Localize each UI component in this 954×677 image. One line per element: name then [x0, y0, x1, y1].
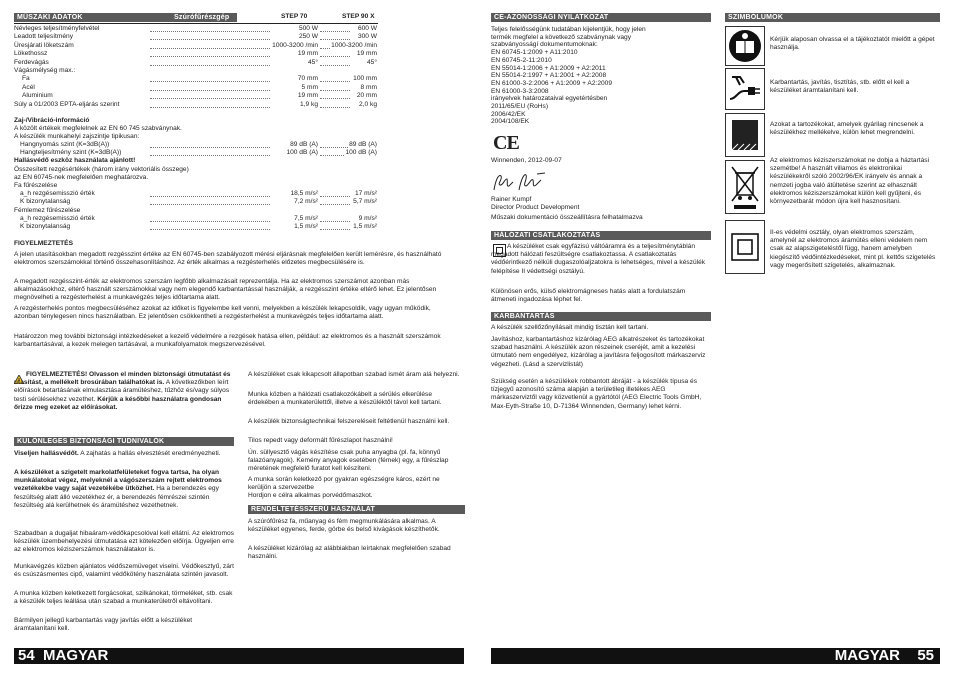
tech-rule [14, 23, 378, 24]
vib-fa-k-value-1: 7,2 m/s² [294, 198, 318, 205]
special-p2 [14, 469, 234, 510]
ce-line-7: EN 61000-3-2:2006 + A1:2009 + A2:2009 [491, 79, 612, 87]
vib-fa-ah-value-2: 17 m/s² [355, 190, 377, 197]
tech-row-0-value-1: 500 W [298, 25, 318, 32]
tech-row-0-leader-2 [320, 26, 350, 32]
noise-power-value-2: 100 dB (A) [345, 149, 377, 156]
safety-bold2: Kérjük a későbbi használatra gondosan őrizze meg ezeket az előírásokat. [14, 395, 222, 411]
tech-col1: STEP 70 [281, 13, 308, 20]
vib-fem-k-value-1: 1,5 m/s² [294, 223, 318, 230]
left-footer [14, 648, 464, 664]
tech-row-8-leader [150, 93, 270, 99]
tech-row-6-leader [150, 76, 270, 82]
tech-row-7-value-2: 8 mm [360, 83, 377, 91]
figy-p1: A jelen utasításokban megadott rezgésszint értéke az EN 60745-ben szabályozott mérési eljárásnak megfelelően került lemérésre, és használható elektromos szerszámokkal történő összehasonlításhoz. Az érték alkalmas a rezgésterhelés előzetes megbecsülésére is. [14, 251, 442, 267]
tech-row-4-value-2: 45° [367, 58, 377, 66]
net-header: HÁLÓZATI CSATLAKOZTATÁS [491, 231, 711, 240]
vib-fa-k-label: K bizonytalanság [20, 198, 71, 205]
tech-row-6-value-1: 70 mm [297, 75, 318, 83]
accessory-icon [725, 113, 765, 157]
noise-pressure-label: Hangnyomás szint (K=3dB(A)) [20, 141, 110, 148]
tech-row-8-value-1: 19 mm [297, 92, 318, 100]
ce-line-1: termék megfelel a következő szabványnak vagy [491, 33, 632, 41]
maint-header: KARBANTARTÁS [491, 312, 711, 321]
vib-fem-ah-value-2: 9 m/s² [358, 215, 377, 222]
ce-line-12: 2004/108/EK [491, 118, 530, 126]
tech-row-9-leader [150, 102, 270, 108]
right-footer-number: 55 [917, 647, 934, 664]
tech-row-3-label: Lökethossz [14, 50, 48, 58]
mid-p2: Munka közben a hálózati csatlakozókábelt a sérülés elkerülése érdekében a munkaterülettől, illetve a készüléktől távol kell tartani. [248, 391, 442, 407]
special-p1-bold: Viseljen hallásvédőt. [14, 450, 79, 457]
noise-pressure-leader [150, 142, 270, 148]
figy-p3: A rezgésterhelés pontos megbecsüléséhez azokat az időket is figyelembe kell venni, melyekben a készülék lekapcsoldik, vagy ugyan működik, azonban ténylegesen nincs használatban. Ez jelentősen csökkentheti a rezgésterhelést a munkavégzés teljes időtartama alatt. [14, 305, 431, 321]
sym-text-3: Azokat a tartozékokat, amelyek gyárilag nincsenek a készülékhez mellékelve, külön lehet megrendelni. [770, 121, 924, 137]
tech-row-8-leader-2 [320, 93, 350, 99]
tech-row-1-value-1: 250 W [298, 33, 318, 41]
noise-warn: Hallásvédő eszköz használata ajánlott! [14, 157, 136, 164]
vib-fa-ah-leader-2 [320, 191, 350, 197]
tech-row-9-leader-2 [320, 102, 350, 108]
tech-header-title: MŰSZAKI ADATOK [17, 14, 83, 21]
mid-p6: A munka során keletkező por gyakran egészségre káros, ezért ne kerüljön a szervezetbe [248, 476, 440, 492]
figy-title: FIGYELMEZTETÉS [14, 240, 73, 247]
maint-p2: Javításhoz, karbantartáshoz kizárólag AEG alkatrészeket és tartozékokat szabad használni. A készülék azon részeinek cseréjét, amit a kezelési útmutató nem engedélyez, kizárólag a javításra feljogosított márkaszerviz végezheti. (Lásd a szervizlistát) [491, 336, 706, 368]
sym-text-1: Kérjük alaposan olvassa el a tájékoztatót mielőtt a gépet használja. [770, 36, 935, 52]
ce-header: CE-AZONOSSÁGI NYILATKOZAT [491, 13, 711, 22]
tech-row-7-label: Acél [22, 83, 35, 91]
net-p2: Különösen erős, külső elektromágneses hatás alatt a fordulatszám átmeneti ingadozása léphet fel. [491, 288, 686, 304]
tech-row-2-label: Üresjárati löketszám [14, 41, 74, 49]
vib-fa-ah-value-1: 18,5 m/s² [290, 190, 318, 197]
tech-row-4-value-1: 45° [308, 58, 318, 66]
noise-power-label: Hangteljesítmény szint (K=3dB(A)) [20, 149, 122, 156]
maint-p1: A készülék szellőzőnyílásait mindig tisztán kell tartani. [491, 324, 649, 331]
ce-line-6: EN 55014-2:1997 + A1:2001 + A2:2008 [491, 72, 607, 80]
tech-row-7-leader [150, 85, 270, 91]
mid-p6b: Hordjon e célra alkalmas porvédőmaszkot. [248, 492, 373, 499]
use-p2: A készüléket kizárólag az alábbiakban leírtaknak megfelelően szabad használni. [248, 545, 451, 561]
tech-row-1-value-2: 300 W [357, 33, 377, 41]
tech-row-7-leader-2 [320, 85, 350, 91]
special-p6: Bármilyen jellegű karbantartás vagy javítás előtt a készüléket áramtalanítani kell. [14, 617, 193, 633]
tech-row-6-leader-2 [320, 76, 350, 82]
special-p4: Munkavégzés közben ajánlatos védőszemüveget viselni. Védőkesztyű, zárt és csúszásmentes cipő, valamint védőkötény használata szintén javasolt. [14, 563, 234, 579]
noise-power-value-1: 100 dB (A) [286, 149, 318, 156]
vib-fem-title: Fémlemez fűrészelése [14, 207, 81, 214]
noise-title: Zaj-/Vibráció-információ [14, 117, 90, 124]
mid-p4: Tilos repedt vagy deformált fűrészlapot használni! [248, 437, 393, 444]
vib-line1: Összesített rezgésértékek (három irány vektoriális összege) [14, 166, 189, 173]
tech-col2: STEP 90 X [342, 13, 375, 20]
vib-fem-k-leader-2 [320, 224, 350, 230]
tech-row-1-leader-2 [320, 34, 350, 40]
ce-doc: Műszaki dokumentáció összeállításra felhatalmazva [491, 214, 643, 221]
mid-p5: Ún. süllyesztő vágás készítése csak puha anyagba (pl. fa, könnyű falazóanyagok). Kemény anyagok esetében (fémek) egy, a fűrészlap méretének megfelelő furatot kell készíteni. [248, 449, 449, 473]
vib-fem-k-leader [150, 224, 270, 230]
vib-fem-k-value-2: 1,5 m/s² [353, 223, 377, 230]
noise-power-leader [150, 150, 270, 156]
noise-pressure-leader-2 [320, 142, 350, 148]
tech-col0: Szúrófűrészgép [174, 14, 230, 21]
tech-row-2-leader [150, 43, 270, 49]
right-footer-label: MAGYAR [834, 647, 900, 664]
use-header: RENDELTETÉSSZERŰ HASZNÁLAT [248, 505, 465, 514]
use-p1: A szúrófűrész fa, műanyag és fém megmunkálására alkalmas. A készüléket egyenes, ferde, görbe és belső kivágások készíthetők. [248, 518, 440, 534]
vib-fem-ah-leader [150, 216, 270, 222]
tech-row-8-label: Aluminium [22, 92, 53, 100]
ce-line-3: EN 60745-1:2009 + A11:2010 [491, 49, 578, 57]
mid-p1: A készüléket csak kikapcsolt állapotban szabad ismét áram alá helyezni. [248, 371, 460, 378]
noise-pressure-value-1: 89 dB (A) [290, 141, 318, 148]
special-safety-header: KÜLÖNLEGES BIZTONSÁGI TUDNIVALÓK [14, 437, 234, 446]
tech-row-3-leader [150, 51, 270, 57]
ce-line-11: 2006/42/EK [491, 110, 526, 118]
tech-row-4-leader [150, 60, 270, 66]
tech-row-0-value-2: 600 W [357, 25, 377, 32]
tech-row-2-value-1: 1000-3200 /min [272, 41, 318, 49]
maint-p3: Szükség esetén a készülékek robbantott ábráját - a készülék típusa és tízjegyű azonosító száma alapján a területileg illetékes AEG márkaszerviztől vagy közvetlenül a gyártótól (AEG Electric Tools GmbH, Max-Eyth-Straße 10, D-71364 Winnenden, Germany) lehet kérni. [491, 378, 702, 410]
ce-line-9: irányelvek határozataival egyetértésben [491, 95, 608, 103]
safety-paragraph [14, 371, 234, 412]
tech-row-3-value-2: 19 mm [356, 50, 377, 58]
safety-rest: A következőkben leírt előírások betartásának elmulasztása áramütéshez, tűzhöz és/vagy súlyos testi sérülésekhez vezethet. [14, 379, 230, 403]
tech-row-2-value-2: 1000-3200 /min [331, 41, 377, 49]
mid-p3: A készülék biztonságtechnikai felszereléseit feltétlenül használni kell. [248, 418, 450, 425]
ce-role: Director Product Development [491, 204, 580, 211]
vib-fem-ah-value-1: 7,5 m/s² [294, 215, 318, 222]
class-ii-symbol-icon [725, 220, 765, 274]
tech-row-3-value-1: 19 mm [297, 50, 318, 58]
special-p2-bold: A készüléket a szigetelt markolatfelületeket fogva tartsa, ha olyan munkálatokat végez, melyeknél a vágószerszám rejtett elektromos vezetékekbe vagy saját vezetékébe ütközhet. [14, 469, 222, 493]
left-footer-label: 54 MAGYAR [18, 647, 109, 664]
vib-line2: az EN 60745-nek megfelelően meghatározva. [14, 174, 149, 181]
right-footer [491, 648, 940, 664]
tech-row-1-label: Leadott teljesítmény [14, 33, 74, 41]
vib-fa-title: Fa fűrészelése [14, 182, 58, 189]
noise-line2: A készülék munkahelyi zajszintje tipikusan: [14, 133, 140, 140]
vib-fem-ah-leader-2 [320, 216, 350, 222]
vib-fa-ah-leader [150, 191, 270, 197]
signature-icon [491, 170, 551, 199]
ce-line-5: EN 55014-1:2006 + A1:2009 + A2:2011 [491, 64, 606, 72]
figy-p2: A megadott rezgésszint-érték az elektromos szerszám legfőbb alkalmazásait reprezentálja. Ha az elektromos szerszámot azonban más alkalmazásokhoz, eltérő használt szerszámokkal vagy nem elegendő karbantartással használják, a rezgésszint értéke eltérő lehet. Ez jelentősen megnövelheti a rezgésterhelést a munkavégzés teljes időtartama alatt. [14, 278, 437, 302]
tech-row-7-value-1: 5 mm [301, 83, 318, 91]
tech-row-5-label: Vágásmélység max.: [14, 67, 76, 74]
figy-p4: Határozzon meg további biztonsági intézkedéseket a kezelő védelmére a rezgések hatása ellen, például: az elektromos és a használt szerszámok karbantartásával, a kezek melegen tartásával, a munkafolyamatok megszervezésével. [14, 333, 441, 349]
ce-mark-icon: CE [493, 132, 519, 154]
unplug-icon [725, 68, 765, 110]
read-manual-icon [725, 26, 765, 66]
tech-row-8-value-2: 20 mm [356, 92, 377, 100]
sym-text-2: Karbantartás, javítás, tisztítás, stb. előtt el kell a készüléket áramtalanítani kell. [770, 79, 910, 95]
ce-place-date: Winnenden, 2012-09-07 [491, 157, 562, 164]
ce-line-10: 2011/65/EU (RoHs) [491, 103, 549, 110]
tech-row-9-value-2: 2,0 kg [359, 100, 377, 108]
tech-data-header [14, 13, 237, 22]
special-p1 [14, 450, 234, 458]
tech-row-6-value-2: 100 mm [353, 75, 377, 83]
tech-row-9-label: Súly a 01/2003 EPTA-eljárás szerint [14, 100, 120, 108]
vib-fa-k-leader-2 [320, 199, 350, 205]
ce-line-0: Teljes felelősségünk tudatában kijelentjük, hogy jelen [491, 26, 646, 33]
ce-name: Rainer Kumpf [491, 196, 532, 203]
ce-line-2: szabványosságí dokumentumoknak: [491, 41, 598, 49]
tech-row-3-leader-2 [320, 51, 350, 57]
special-p1-rest: A zajhatás a hallás elvesztését eredményezheti. [78, 450, 221, 457]
vib-fa-k-value-2: 5,7 m/s² [353, 198, 377, 205]
ce-line-4: EN 60745-2-11:2010 [491, 56, 552, 64]
tech-row-9-value-1: 1,9 kg [300, 100, 318, 108]
weee-bin-icon [725, 160, 765, 214]
tech-row-4-leader-2 [320, 60, 350, 66]
sym-header: SZIMBÓLUMOK [725, 13, 940, 22]
tech-row-0-leader [150, 26, 270, 32]
safety-bold: FIGYELMEZTETÉS! Olvasson el minden biztonsági útmutatást és utasítást, a mellékelt brosúrában találhatókat is. [14, 371, 231, 387]
tech-row-4-label: Ferdevágás [14, 58, 49, 66]
tech-row-0-label: Névleges teljesítményfelvétel [14, 25, 100, 32]
vib-fem-ah-label: a_h rezgésemisszió érték [20, 215, 95, 222]
special-p3: Szabadban a dugaljat hibaáram-védőkapcsolóval kell ellátni. Az elektromos készülék üzembehelyezési útmutatása ezt kötelezően előírja. Ügyeljen erre az elektromos kéziszerszámok használatakor is. [14, 530, 234, 554]
vib-fa-k-leader [150, 199, 270, 205]
vib-fa-ah-label: a_h rezgésemisszió érték [20, 190, 95, 197]
tech-row-1-leader [150, 34, 270, 40]
noise-line1: A közölt értékek megfelelnek az EN 60 745 szabványnak. [14, 125, 182, 132]
net-p1: A készüléket csak egyfázisú váltóáramra és a teljesítménytáblán megadott hálózati feszültségre csatlakoztassa. A csatlakoztatás védőérintkező nélküli dugaszolóaljzatokra is lehetséges, mivel a készülék felépítése II védettségi osztályú. [491, 243, 706, 275]
sym-text-4: Az elektromos kéziszerszámokat ne dobja a háztartási szemétbe! A használt villamos és elektronikai készülékekről szóló 2002/96/EK irányelv és annak a nemzeti jogba való átültetése szerint az elhasznált elektromos kéziszerszámokat külön kell gyűjteni, és környezetbarát módon újra kell hasznosítani. [770, 157, 930, 206]
sym-text-5: II-es védelmi osztály, olyan elektromos szerszám, amelynél az elektromos áramütés elleni védelem nem csak az alapszigeteléstől függ, hanem amelyben kiegészítő védőintézkedéseket, mint pl. kettős szigetelés vagy megerősített szigetelés, alkalmaznak. [770, 229, 936, 269]
tech-row-6-label: Fa [22, 75, 30, 83]
ce-line-8: EN 61000-3-3:2008 [491, 87, 549, 95]
vib-fem-k-label: K bizonytalanság [20, 223, 71, 230]
special-p5: A munka közben keletkezett forgácsokat, szilkánokat, törmeléket, stb. csak a készülék teljes leállása után szabad a munkaterületről eltávolítani. [14, 590, 233, 606]
special-p2-rest: Ha a berendezés egy feszültség alatt álló vezetékhez ér, a berendezés fémrészei szintén feszültség alá kerülhetnek és áramütéshez vezethetnek. [14, 485, 219, 509]
noise-pressure-value-2: 89 dB (A) [349, 141, 377, 148]
